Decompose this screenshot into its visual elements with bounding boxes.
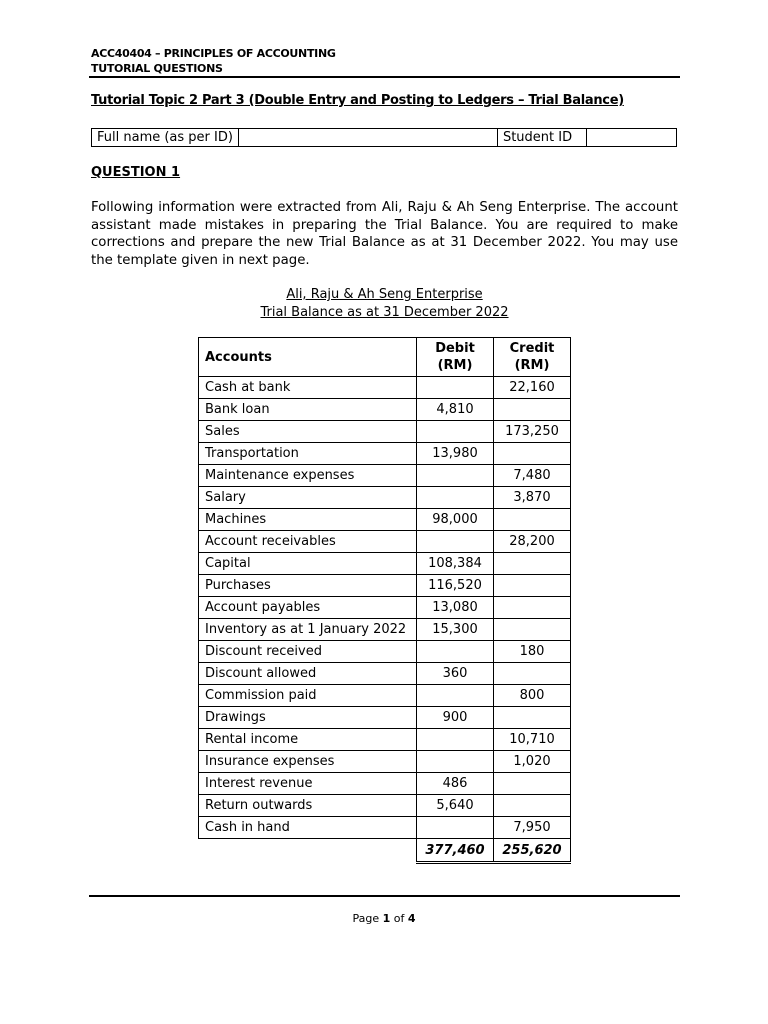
- table-row: [199, 773, 571, 795]
- table-row: [199, 597, 571, 619]
- table-row: [199, 487, 571, 509]
- debit-amount: 4,810: [417, 399, 494, 421]
- credit-amount: 7,480: [494, 465, 571, 487]
- table-row: [199, 663, 571, 685]
- account-name: Machines: [199, 509, 417, 531]
- account-name: Account payables: [199, 597, 417, 619]
- account-name: Cash at bank: [199, 377, 417, 399]
- table-row: [199, 553, 571, 575]
- table-row: [199, 421, 571, 443]
- course-title: ACC40404 – PRINCIPLES OF ACCOUNTING: [91, 47, 336, 60]
- table-row: [199, 795, 571, 817]
- table-row: [199, 751, 571, 773]
- full-name-field[interactable]: [238, 129, 497, 147]
- debit-amount: 900: [417, 707, 494, 729]
- table-row: [199, 641, 571, 663]
- page-number: [0, 912, 768, 925]
- question-heading: QUESTION 1: [91, 165, 181, 180]
- table-row: [199, 707, 571, 729]
- topic-title: Tutorial Topic 2 Part 3 (Double Entry and Posting to Ledgers – Trial Balance): [91, 93, 624, 108]
- credit-amount: 28,200: [494, 531, 571, 553]
- debit-amount: 15,300: [417, 619, 494, 641]
- account-name: Purchases: [199, 575, 417, 597]
- debit-amount: 116,520: [417, 575, 494, 597]
- debit-amount: [417, 421, 494, 443]
- document-header: [91, 46, 336, 76]
- debit-column-header: [417, 338, 494, 377]
- student-id-label: Student ID: [497, 129, 586, 147]
- debit-amount: [417, 377, 494, 399]
- debit-amount: 5,640: [417, 795, 494, 817]
- credit-amount: [494, 399, 571, 421]
- credit-amount: 800: [494, 685, 571, 707]
- document-subtitle: TUTORIAL QUESTIONS: [91, 62, 223, 75]
- credit-amount: [494, 575, 571, 597]
- account-name: Rental income: [199, 729, 417, 751]
- account-name: Capital: [199, 553, 417, 575]
- debit-amount: [417, 751, 494, 773]
- credit-amount: [494, 619, 571, 641]
- table-row: [199, 465, 571, 487]
- debit-amount: [417, 729, 494, 751]
- account-name: Sales: [199, 421, 417, 443]
- trial-balance-company: Ali, Raju & Ah Seng Enterprise: [286, 287, 483, 302]
- account-name: Account receivables: [199, 531, 417, 553]
- debit-amount: [417, 685, 494, 707]
- credit-amount: [494, 663, 571, 685]
- debit-amount: 13,980: [417, 443, 494, 465]
- table-row: [199, 575, 571, 597]
- debit-header-label: Debit: [435, 341, 475, 356]
- totals-row: [199, 839, 571, 863]
- account-name: Interest revenue: [199, 773, 417, 795]
- credit-amount: 10,710: [494, 729, 571, 751]
- footer-divider: [89, 895, 680, 897]
- table-row: [199, 817, 571, 839]
- credit-amount: 22,160: [494, 377, 571, 399]
- account-name: Cash in hand: [199, 817, 417, 839]
- credit-amount: 173,250: [494, 421, 571, 443]
- account-name: Drawings: [199, 707, 417, 729]
- credit-amount: [494, 707, 571, 729]
- table-row: [199, 443, 571, 465]
- student-id-form: [91, 128, 677, 147]
- account-name: Inventory as at 1 January 2022: [199, 619, 417, 641]
- credit-amount: 3,870: [494, 487, 571, 509]
- account-name: Discount received: [199, 641, 417, 663]
- table-row: [199, 377, 571, 399]
- table-row: [199, 619, 571, 641]
- account-name: Insurance expenses: [199, 751, 417, 773]
- account-name: Discount allowed: [199, 663, 417, 685]
- question-text: Following information were extracted from Ali, Raju & Ah Seng Enterprise. The account assistant made mistakes in preparing the Trial Balance. You are required to make corrections and prepare the new Trial Balance as at 31 December 2022. You may use the template given in next page.: [91, 200, 678, 268]
- debit-amount: [417, 641, 494, 663]
- credit-column-header: [494, 338, 571, 377]
- debit-amount: 98,000: [417, 509, 494, 531]
- debit-amount: 13,080: [417, 597, 494, 619]
- full-name-label: Full name (as per ID): [92, 129, 239, 147]
- account-name: Return outwards: [199, 795, 417, 817]
- table-row: [199, 399, 571, 421]
- header-divider: [89, 76, 680, 78]
- credit-amount: 180: [494, 641, 571, 663]
- credit-amount: [494, 509, 571, 531]
- debit-amount: [417, 487, 494, 509]
- page-of: of: [393, 912, 405, 925]
- debit-header-unit: (RM): [437, 358, 473, 373]
- credit-amount: 7,950: [494, 817, 571, 839]
- trial-balance-table: [198, 337, 571, 864]
- account-name: Bank loan: [199, 399, 417, 421]
- debit-amount: 486: [417, 773, 494, 795]
- table-header-row: [199, 338, 571, 377]
- credit-amount: [494, 443, 571, 465]
- credit-amount: [494, 795, 571, 817]
- table-row: [199, 531, 571, 553]
- account-name: Transportation: [199, 443, 417, 465]
- account-name: Maintenance expenses: [199, 465, 417, 487]
- page-total: 4: [407, 912, 416, 925]
- credit-amount: [494, 553, 571, 575]
- credit-amount: [494, 597, 571, 619]
- page-word: Page: [352, 912, 380, 925]
- account-name: Salary: [199, 487, 417, 509]
- page-current: 1: [382, 912, 391, 925]
- student-id-field[interactable]: [586, 129, 676, 147]
- credit-header-label: Credit: [509, 341, 555, 356]
- table-row: [199, 729, 571, 751]
- debit-amount: [417, 531, 494, 553]
- credit-amount: [494, 773, 571, 795]
- debit-amount: [417, 465, 494, 487]
- credit-header-unit: (RM): [514, 358, 550, 373]
- debit-amount: [417, 817, 494, 839]
- totals-spacer: [199, 839, 417, 863]
- account-name: Commission paid: [199, 685, 417, 707]
- table-row: [199, 685, 571, 707]
- accounts-column-header: Accounts: [199, 338, 417, 377]
- debit-amount: 360: [417, 663, 494, 685]
- trial-balance-title: Trial Balance as at 31 December 2022: [260, 305, 509, 320]
- debit-amount: 108,384: [417, 553, 494, 575]
- table-row: [199, 509, 571, 531]
- debit-total: 377,460: [417, 839, 494, 863]
- credit-total: 255,620: [494, 839, 571, 863]
- credit-amount: 1,020: [494, 751, 571, 773]
